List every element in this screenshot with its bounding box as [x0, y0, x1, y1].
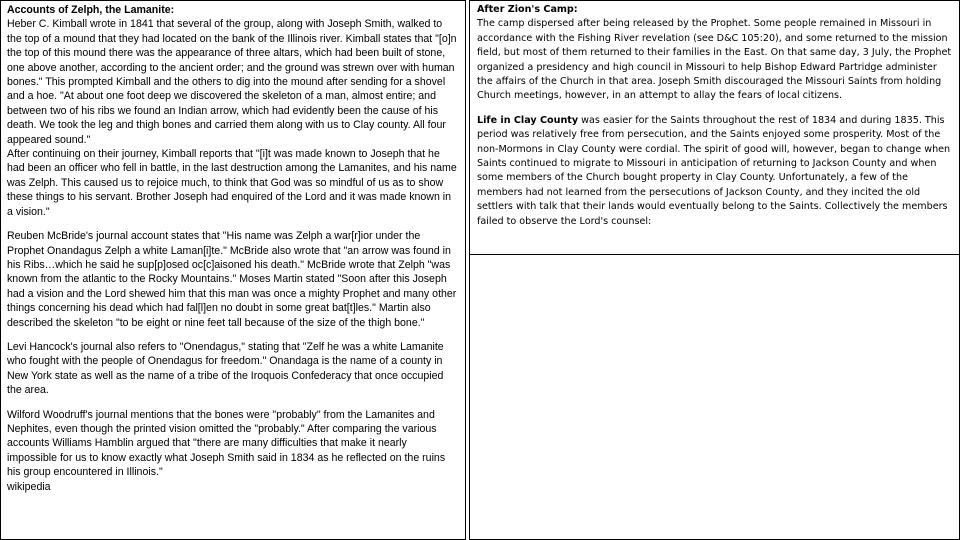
kimball-account-paragraph: Heber C. Kimball wrote in 1841 that several of the group, along with Joseph Smith, walked to the top of a mound that they had located on the bank of the Illinois river. Kimball states that "[o]n the top of this mound there was the appearance of three altars, which had been built of stone, one above another, according to the ancient order; and the ground was strewn over with human bones." This prompted Kimball and the others to dig into the mound after sending for a shovel and a hoe. "At about one foot deep we discovered the skeleton of a man, almost entire; and between two of his ribs we found an Indian arrow, which had evidently been the cause of his death. We took the leg and thigh bones and carried them along with us to Clay county. All four appeared sound.": [7, 18, 457, 146]
woodruff-account-paragraph: Wilford Woodruff's journal mentions that the bones were "probably" from the Lamanites and Nephites, even though the printed vision omitted the "probably." After comparing the various accounts Williams Hamblin argued that "there are many difficulties that make it nearly impossible for us to know exactly what Joseph Smith said in 1834 as he reflected on the ruins his group encountered in Illinois.": [7, 408, 446, 479]
hancock-account-paragraph: Levi Hancock's journal also refers to "Onendagus," stating that "Zelf he was a white Lamanite who fought with the people of Onendagus for freedom." Onandaga is the name of a county in New York state as well as the name of a tribe of the Iroquois Confederacy that once occupied the area.: [7, 340, 444, 397]
kimball-vision-paragraph: After continuing on their journey, Kimball reports that "[i]t was made known to Joseph that he had been an officer who fell in battle, in the last destruction among the Lamanites, and his name was Zelph. This caused us to rejoice much, to think that God was so mindful of us as to show these things to his servant. Brother Joseph had enquired of the Lord and it was made known in a vision.": [7, 148, 457, 218]
mcbride-account-paragraph: Reuben McBride's journal account states that "His name was Zelph a war[r]ior under the Prophet Onandagus Zelph a white Laman[i]te." McBride also wrote that "an arrow was found in his Ribs…which he said he sup[p]osed oc[c]aisoned his death." McBride wrote that Zelph "was known from the atlantic to the Rocky Mountains." Moses Martin stated "Soon after this Joseph had a vision and the Lord shewed him that this man was once a mighty Prophet and many other things concerning his dead which had fal[l]en no doubt in some great bat[t]les." Martin also described the skeleton "to be eight or nine feet tall because of the size of the thigh bone.": [7, 230, 457, 329]
clay-county-lead: Life in Clay County: [477, 114, 579, 126]
source-label: wikipedia: [7, 480, 51, 493]
zelph-accounts-heading: Accounts of Zelph, the Lamanite:: [7, 4, 175, 16]
clay-county-body: was easier for the Saints throughout the rest of 1834 and during 1835. This period was relatively free from persecution, and the Saints enjoyed some prosperity. Most of the non-Mormons in Clay County were cordial. The spirit of good will, however, began to change when Saints continued to migrate to Missouri in anticipation of returning to Jackson County and when some members of the Church bought property in Clay County. Unfortunately, a few of the members had not learned from the persecutions of Jackson County, and they incited the old settlers with talk that their lands would eventually belong to the Saints. Collectively the members failed to observe the Lord's counsel:: [477, 114, 951, 227]
empty-panel: [469, 254, 960, 540]
zions-camp-heading: After Zion's Camp:: [477, 4, 578, 15]
clay-county-paragraph: [477, 114, 953, 229]
camp-dispersal-paragraph: The camp dispersed after being released by the Prophet. Some people remained in Missouri in accordance with the Fishing River revelation (see D&C 105:20), and some returned to the mission field, but most of them returned to their families in the East. On that same day, 3 July, the Prophet organized a presidency and high council in Missouri to help Bishop Edward Partridge administer the affairs of the Church in that area. Joseph Smith discouraged the Missouri Saints from holding Church meetings, however, in an attempt to allay the fears of local citizens.: [477, 18, 952, 102]
left-text-panel: [0, 0, 466, 540]
right-text-panel: [469, 0, 960, 255]
